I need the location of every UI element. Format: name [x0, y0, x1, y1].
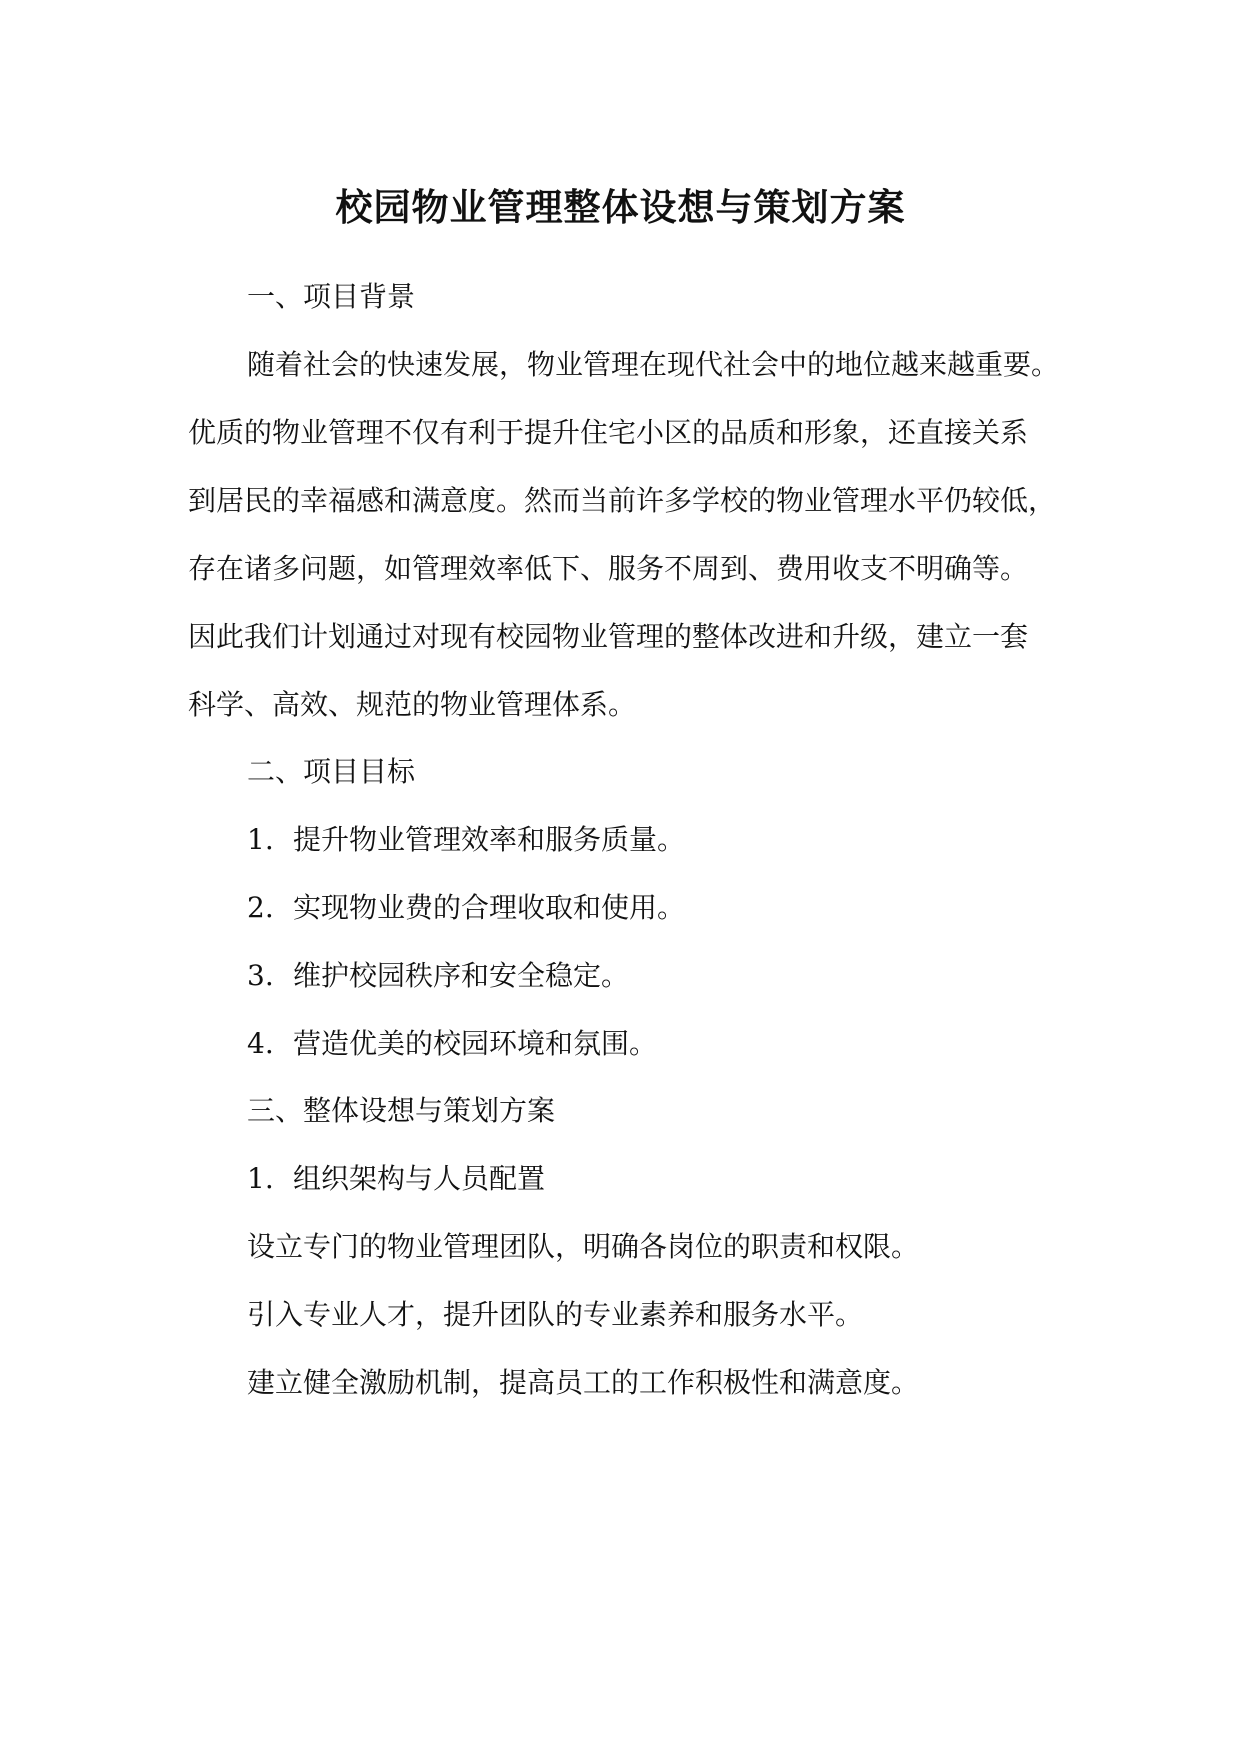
- section-heading: 二、项目目标: [247, 755, 416, 788]
- list-item-text: 维护校园秩序和安全稳定。: [293, 959, 630, 992]
- subsection-number: 1.: [247, 1162, 274, 1195]
- list-item-number: 3.: [247, 959, 274, 992]
- list-item-number: 2.: [247, 891, 274, 924]
- subsection-title: 组织架构与人员配置: [293, 1162, 546, 1195]
- paragraph-line: 建立健全激励机制，提高员工的工作积极性和满意度。: [247, 1366, 920, 1399]
- paragraph-line: 设立专门的物业管理团队，明确各岗位的职责和权限。: [247, 1230, 920, 1263]
- paragraph-line: 优质的物业管理不仅有利于提升住宅小区的品质和形象，还直接关系: [188, 416, 1029, 449]
- section-heading: 三、整体设想与策划方案: [247, 1094, 556, 1127]
- paragraph-line: 引入专业人才，提升团队的专业素养和服务水平。: [247, 1298, 864, 1331]
- subsection-heading: [247, 1159, 545, 1199]
- paragraph-line: 科学、高效、规范的物业管理体系。: [188, 688, 637, 721]
- list-item-text: 营造优美的校园环境和氛围。: [293, 1027, 658, 1060]
- section-heading: 一、项目背景: [247, 280, 416, 313]
- paragraph-line: 因此我们计划通过对现有校园物业管理的整体改进和升级，建立一套: [188, 620, 1029, 653]
- paragraph-line: 到居民的幸福感和满意度。然而当前许多学校的物业管理水平仍较低，: [188, 484, 1057, 517]
- list-item: [247, 820, 685, 860]
- paragraph-line: 随着社会的快速发展，物业管理在现代社会中的地位越来越重要。: [247, 348, 1060, 381]
- list-item-number: 1.: [247, 823, 274, 856]
- list-item: [247, 1024, 657, 1064]
- paragraph-line: 存在诸多问题，如管理效率低下、服务不周到、费用收支不明确等。: [188, 552, 1029, 585]
- list-item-number: 4.: [247, 1027, 274, 1060]
- document-title: 校园物业管理整体设想与策划方案: [335, 185, 906, 229]
- list-item: [247, 888, 685, 928]
- list-item: [247, 956, 629, 996]
- list-item-text: 提升物业管理效率和服务质量。: [293, 823, 686, 856]
- list-item-text: 实现物业费的合理收取和使用。: [293, 891, 686, 924]
